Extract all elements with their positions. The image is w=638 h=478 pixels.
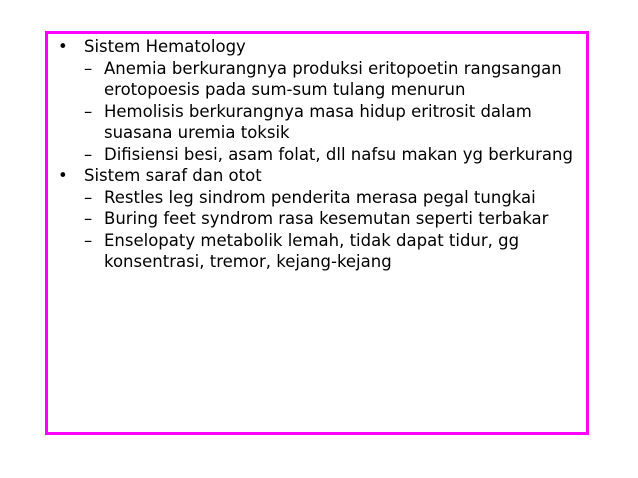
section-hematology	[56, 36, 588, 58]
list-item	[56, 101, 588, 144]
bullet-icon: •	[58, 37, 68, 56]
list-item	[56, 144, 588, 166]
bullet-icon: •	[58, 166, 68, 185]
list-item-text: Restles leg sindrom penderita merasa pegal tungkai	[104, 187, 536, 207]
list-item	[56, 58, 588, 101]
list-item-text: Enselopaty metabolik lemah, tidak dapat tidur, gg konsentrasi, tremor, kejang-kejang	[104, 230, 520, 271]
section-saraf-otot	[56, 165, 588, 187]
dash-icon: –	[84, 230, 93, 250]
list-item-text: Anemia berkurangnya produksi eritopoetin rangsangan erotopoesis pada sum-sum tulang menurun	[104, 58, 562, 99]
list-item	[56, 208, 588, 230]
slide-content	[56, 36, 588, 273]
dash-icon: –	[84, 187, 93, 207]
section-title: Sistem Hematology	[84, 37, 246, 56]
dash-icon: –	[84, 101, 93, 121]
list-item-text: Difisiensi besi, asam folat, dll nafsu makan yg berkurang	[104, 144, 573, 164]
dash-icon: –	[84, 209, 93, 228]
dash-icon: –	[84, 58, 93, 78]
section-title: Sistem saraf dan otot	[84, 166, 262, 185]
dash-icon: –	[84, 144, 93, 164]
list-item-text: Buring feet syndrom rasa kesemutan seperti terbakar	[104, 209, 549, 228]
list-item	[56, 187, 588, 209]
list-item	[56, 230, 588, 273]
list-item-text: Hemolisis berkurangnya masa hidup eritrosit dalam suasana uremia toksik	[104, 101, 532, 142]
